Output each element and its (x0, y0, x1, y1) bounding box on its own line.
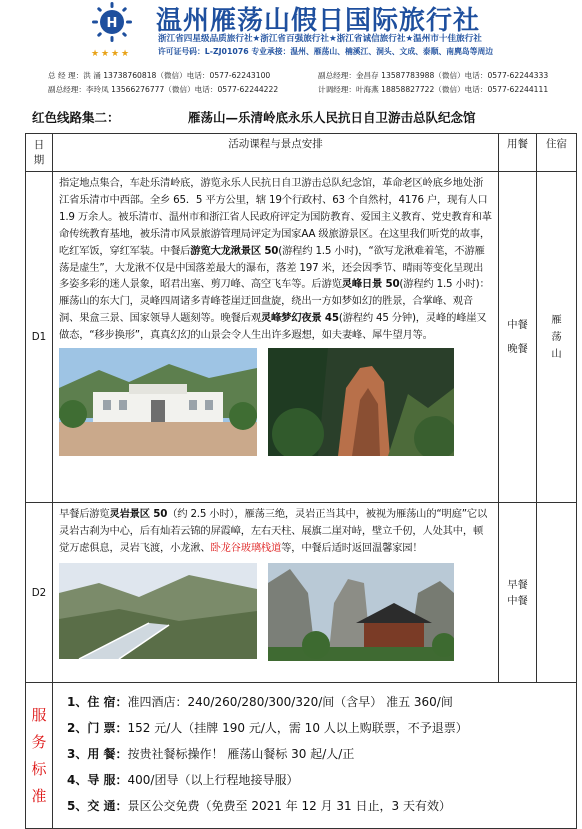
contact-right: 副总经理：金昌存 13587783988（微信）电话：0577-62244333 (318, 71, 549, 80)
service-meals: 3、用 餐：按贵社餐标操作！ 雁荡山餐标 30 起/人/正 (67, 747, 355, 761)
letterhead (0, 0, 582, 62)
day2-photos (59, 563, 492, 661)
table-header-row (26, 134, 577, 172)
contact-row (48, 70, 578, 84)
svg-text:★: ★ (101, 49, 110, 59)
license-line: 许可证号码：L-ZJ01076 专业承接：温州、雁荡山、楠溪江、洞头、文成、泰顺、南麂岛等周边 (158, 47, 494, 56)
route-series: 红色线路集二： (32, 110, 120, 125)
day1-photos (59, 348, 492, 456)
contact-right: 计调经理：叶海燕 18858827722（微信）电话：0577-62244111 (318, 85, 549, 94)
svg-text:★: ★ (91, 49, 100, 59)
service-lodging: 1、住 宿：准四酒店：240/260/280/300/320/间（含早） 准五 360/间 (67, 695, 453, 709)
day2-text: 早餐后游览灵岩景区 50（约 2.5 小时），雁荡三绝，灵岩正当其中，被视为雁荡山的“明庭”它以灵岩古刹为中心，后有灿若云锦的屏霞嶂，左右天柱、展旗二崖对峙，壁立千仞，人处其中，顿觉万虑俱息，灵岩飞渡，小龙湫、卧龙谷玻璃栈道等，中餐后适时返回温馨家园！ (59, 508, 488, 554)
service-guide: 4、导 服：400/团导（以上行程地接导服） (67, 773, 299, 787)
contacts (48, 70, 578, 98)
svg-text:★: ★ (111, 49, 120, 59)
day-cell: D2 (26, 503, 53, 683)
svg-text:H: H (106, 16, 118, 31)
service-tickets: 2、门 票：152 元/人（挂牌 190 元/人，需 10 人以上购联票，不予退票） (67, 721, 468, 735)
day1-text: 指定地点集合，车赴乐清岭底，游览永乐人民抗日自卫游击总队纪念馆，革命老区岭底乡地处浙江省乐清市中西部。全乡 65．5 平方公里，辖 19个行政村、63 个自然村，4176 户，现有人口 1.9 万余人。被乐清市、温州市和浙江省人民政府评定为国防教育、爱国主义教育、党史教育和革命传统教育基地，被乐清市风景旅游管理局评定为国家AA 级旅游景区。在这里我们听党的故事，吃红军饭，穿红军装。中餐后游览大龙湫景区 50(游程约 1.5 小时)，“欲写龙湫难着笔，不游雁荡是虚生”，大龙湫不仅是中国落差最大的瀑布，落差 197 米，还会因季节、晴雨等变化呈现出多姿多彩的迷人景象，昭君出塞、剪刀峰、高空飞车等。后游览灵峰日景 50(游程约 1.5 小时)：雁荡山的东大门，灵峰四周诸多青峰苍崖迂回盘旋，绕出一方如梦如幻的胜景，合掌峰、观音洞、果盒三景、国家领导人题刻等。晚餐后观灵峰梦幻夜景 45(游程约 45 分钟)，灵峰的峰崖又做态，“移步换形”，真真幻幻的山景会令人生出许多遐想，如夫妻峰、犀牛望月等。 (59, 177, 492, 342)
header-meals: 用餐 (499, 134, 537, 172)
day2-lodging (537, 503, 577, 683)
certifications: 浙江省四星级品质旅行社★浙江省百强旅行社★浙江省诚信旅行社★温州市十佳旅行社 (158, 34, 482, 44)
memorial-hall-photo (59, 348, 257, 456)
glass-walkway-photo (59, 563, 257, 659)
contact-row (48, 84, 578, 98)
day1-description (53, 172, 499, 503)
header-day: 日 期 (26, 134, 53, 172)
company-name: 温州雁荡山假日国际旅行社 (156, 6, 481, 36)
table-row (26, 172, 577, 503)
day-cell: D1 (26, 172, 53, 503)
header-lodging: 住宿 (537, 134, 577, 172)
lingfeng-peak-photo (268, 348, 454, 456)
contact-left: 总 经 理：洪 涌 13738760818（微信）电话：0577-62243100 (48, 71, 271, 80)
contact-left: 副总经理：李玲凤 13566276777（微信）电话：0577-62244222 (48, 85, 279, 94)
table-row (26, 683, 577, 829)
svg-text:★: ★ (121, 49, 130, 59)
itinerary-table (25, 133, 577, 829)
day1-lodging: 雁荡山 (537, 172, 577, 503)
day1-meals: 中餐 晚餐 (499, 172, 537, 503)
company-logo (86, 0, 138, 60)
day2-description (53, 503, 499, 683)
services-label: 服 务 标 准 (26, 683, 53, 829)
header-activity: 活动课程与景点安排 (53, 134, 499, 172)
services-list (53, 683, 577, 829)
table-row (26, 503, 577, 683)
service-transport: 5、交 通：景区公交免费（免费至 2021 年 12 月 31 日止，3 天有效） (67, 799, 451, 813)
route-heading (32, 108, 572, 130)
route-title: 雁荡山—乐清岭底永乐人民抗日自卫游击总队纪念馆 (188, 110, 476, 125)
day2-meals: 早餐 中餐 (499, 503, 537, 683)
lingyan-temple-photo (268, 563, 454, 661)
